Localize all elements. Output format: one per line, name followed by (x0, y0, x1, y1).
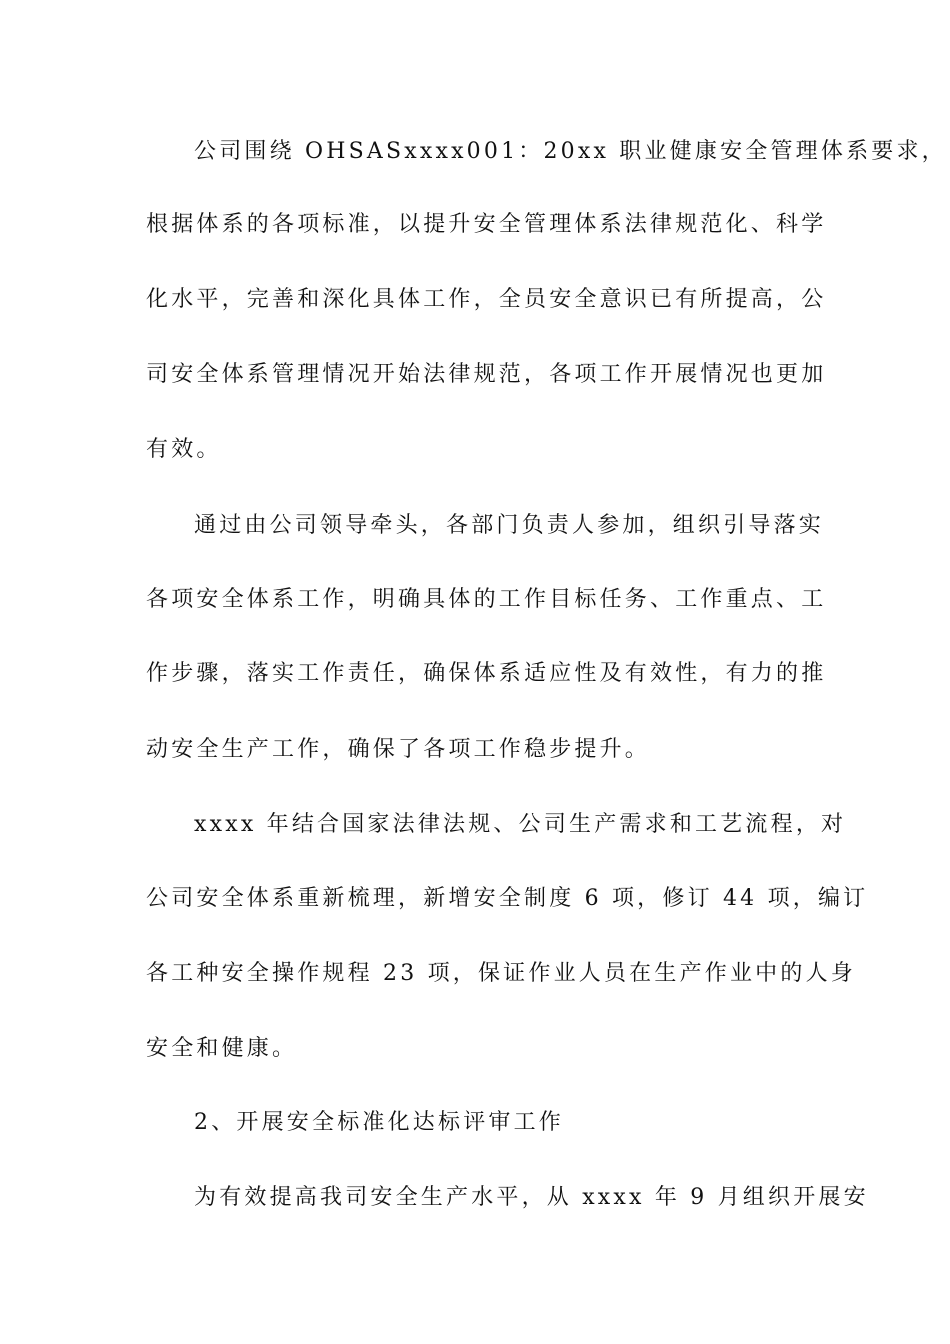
text-line: 各项安全体系工作，明确具体的工作目标任务、工作重点、工 (146, 587, 827, 612)
text-line: xxxx 年结合国家法律法规、公司生产需求和工艺流程，对 (194, 812, 847, 837)
section-heading: 2、开展安全标准化达标评审工作 (194, 1110, 564, 1135)
text-line: 各工种安全操作规程 23 项，保证作业人员在生产作业中的人身 (146, 961, 856, 986)
text-line: 根据体系的各项标准，以提升安全管理体系法律规范化、科学 (146, 212, 827, 237)
text-line: 化水平，完善和深化具体工作，全员安全意识已有所提高，公 (146, 287, 827, 312)
text-line: 作步骤，落实工作责任，确保体系适应性及有效性，有力的推 (146, 661, 827, 686)
text-line: 公司围绕 OHSASxxxx001：20xx 职业健康安全管理体系要求， (194, 139, 947, 164)
text-line: 司安全体系管理情况开始法律规范，各项工作开展情况也更加 (146, 362, 827, 387)
text-line: 有效。 (146, 437, 222, 462)
text-line: 为有效提高我司安全生产水平，从 xxxx 年 9 月组织开展安 (194, 1185, 869, 1210)
text-line: 安全和健康。 (146, 1036, 298, 1061)
text-line: 动安全生产工作，确保了各项工作稳步提升。 (146, 737, 651, 762)
text-line: 通过由公司领导牵头，各部门负责人参加，组织引导落实 (194, 513, 825, 538)
text-line: 公司安全体系重新梳理，新增安全制度 6 项，修订 44 项，编订 (146, 886, 869, 911)
